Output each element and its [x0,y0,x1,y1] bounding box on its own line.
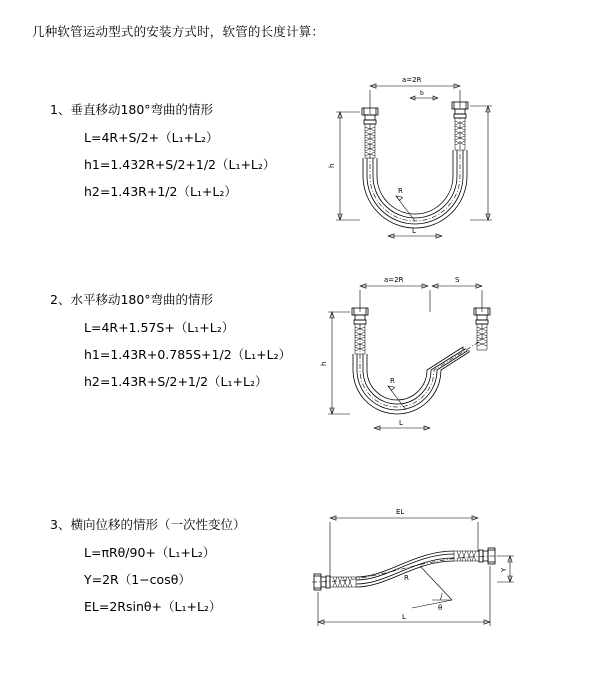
section-3-text [50,515,310,624]
figure-vertical-180-bend [310,68,570,258]
svg-text:h: h [328,163,336,168]
section-1-formula-1: L=4R+S/2+（L₁+L₂） [84,130,219,145]
svg-text:θ: θ [438,604,443,612]
section-3-formula-2: Y=2R（1−cosθ） [84,572,191,587]
section-2-text [50,290,310,399]
section-1-text [50,100,310,209]
svg-text:Y: Y [500,567,508,572]
section-1-title: 1、垂直移动180°弯曲的情形 [50,102,214,117]
svg-text:L: L [399,419,403,427]
svg-text:R: R [390,377,395,385]
section-2-formula-3: h2=1.43R+S/2+1/2（L₁+L₂） [84,374,268,389]
svg-text:S: S [455,276,460,284]
svg-text:a=2R: a=2R [402,76,422,84]
svg-text:R: R [398,187,403,195]
section-1-formula-3: h2=1.43R+1/2（L₁+L₂） [84,184,237,199]
svg-text:L: L [402,613,406,621]
section-2-title: 2、水平移动180°弯曲的情形 [50,292,214,307]
svg-text:EL: EL [396,508,405,516]
section-1-formula-2: h1=1.432R+S/2+1/2（L₁+L₂） [84,157,276,172]
svg-text:b: b [420,90,424,97]
section-3-title: 3、横向位移的情形（一次性变位） [50,517,246,532]
svg-text:R: R [404,574,409,582]
section-3-formula-3: EL=2Rsinθ+（L₁+L₂） [84,599,222,614]
section-3-formula-1: L=πRθ/90+（L₁+L₂） [84,545,216,560]
figure-lateral-offset [292,500,577,640]
page-title: 几种软管运动型式的安装方式时，软管的长度计算： [32,24,325,39]
section-2-formula-1: L=4R+1.57S+（L₁+L₂） [84,320,235,335]
svg-text:L: L [412,227,416,235]
section-2-formula-2: h1=1.43R+0.785S+1/2（L₁+L₂） [84,347,292,362]
svg-text:h: h [320,361,328,366]
svg-text:a=2R: a=2R [384,276,404,284]
figure-horizontal-180-bend [310,268,570,448]
